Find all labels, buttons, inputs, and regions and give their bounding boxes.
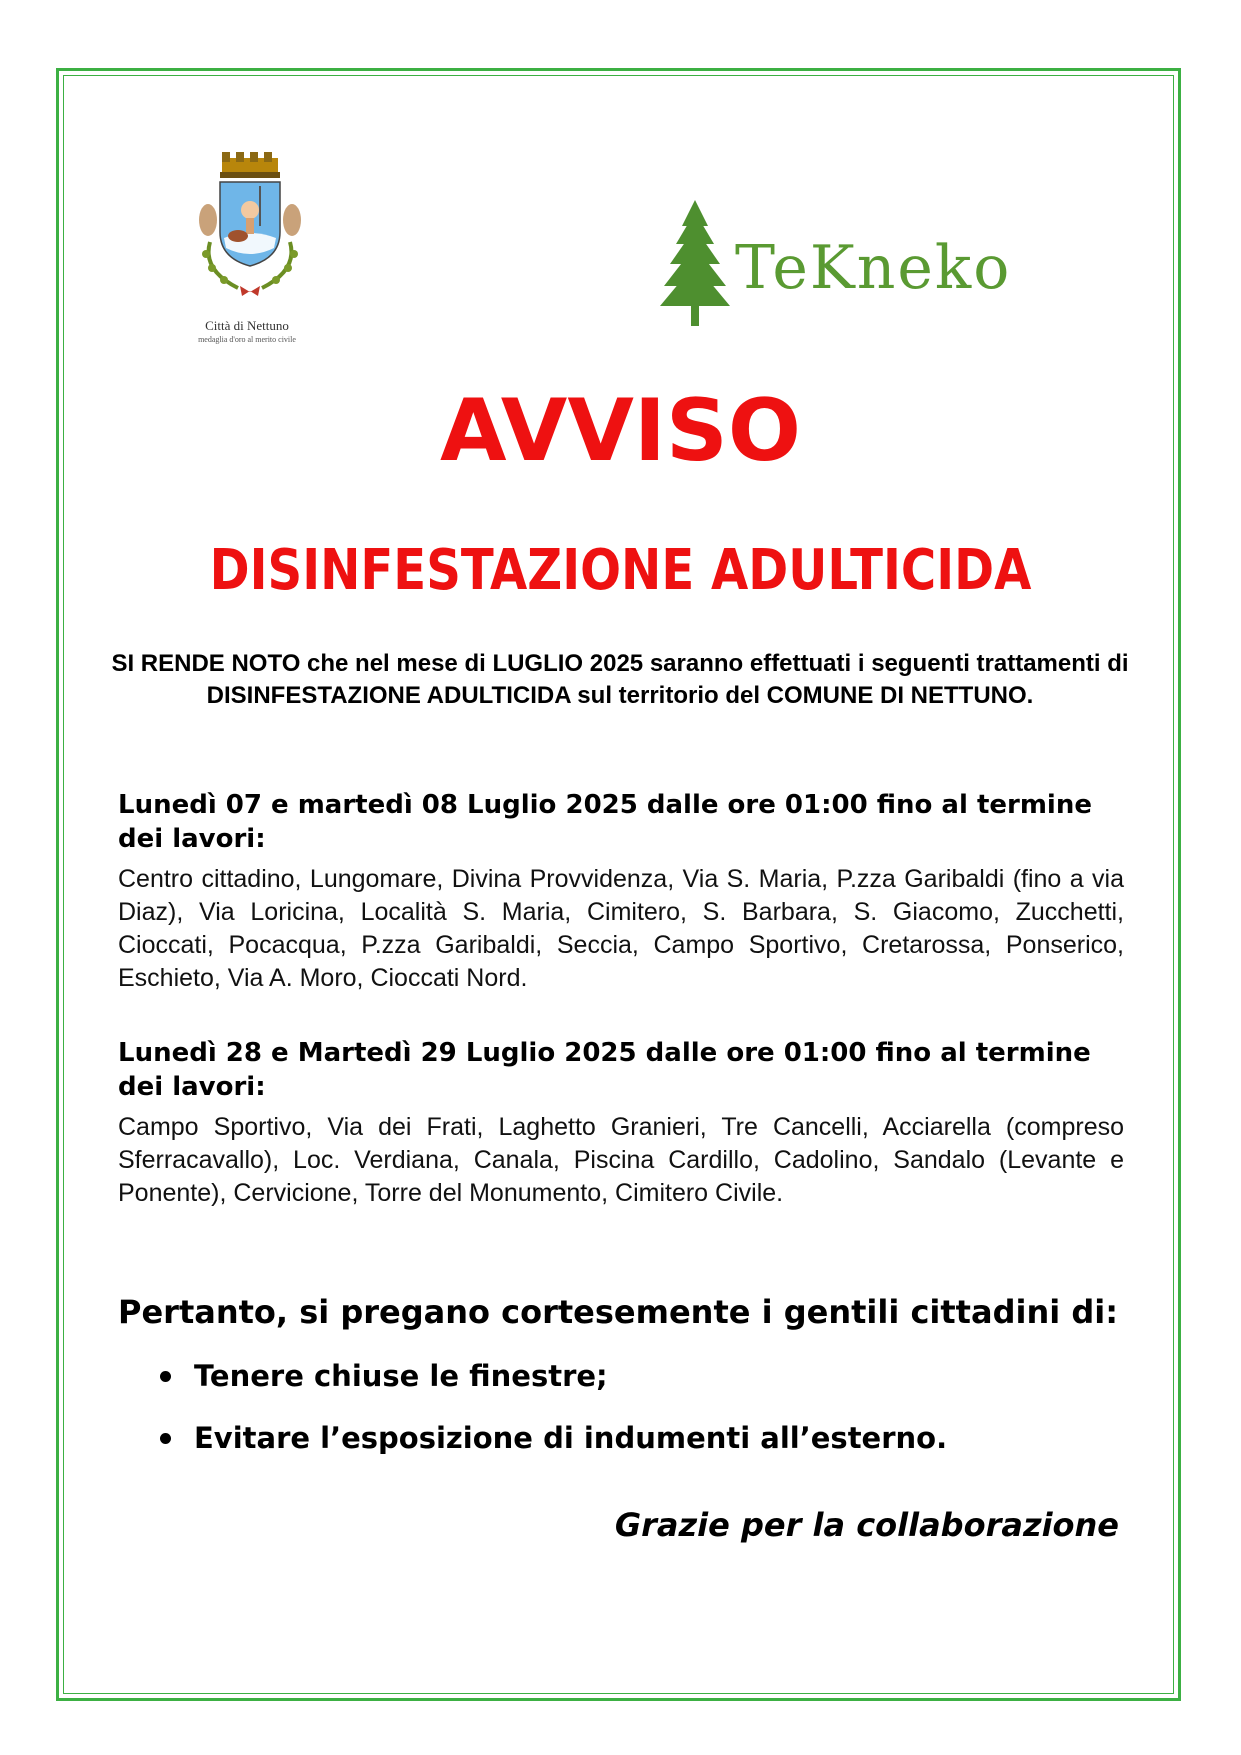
crest-caption [172, 318, 322, 344]
instruction-list [160, 1356, 947, 1480]
instruction-item: Evitare l’esposizione di indumenti all’esterno. [160, 1418, 947, 1458]
closing-thanks: Grazie per la collaborazione [614, 1506, 1119, 1544]
schedule-1-heading: Lunedì 07 e martedì 08 Luglio 2025 dalle ore 01:00 fino al termine dei lavori: [118, 790, 1092, 854]
citizen-request: Pertanto, si pregano cortesemente i gentili cittadini di: [118, 1293, 1118, 1331]
tree-icon [660, 200, 730, 326]
city-motto: medaglia d'oro al merito civile [198, 335, 296, 344]
notice-intro: SI RENDE NOTO che nel mese di LUGLIO 2025 saranno effettuati i seguenti trattamenti di DISINFESTAZIONE ADULTICIDA sul territorio del COMUNE DI NETTUNO. [111, 650, 1129, 709]
notice-subtitle: DISINFESTAZIONE ADULTICIDA [209, 538, 1032, 603]
brand-name: TeKneko [735, 233, 1012, 303]
city-crest-logo [180, 150, 320, 300]
instruction-item: Tenere chiuse le finestre; [160, 1356, 947, 1396]
notice-title: AVVISO [440, 381, 801, 481]
city-name: Città di Nettuno [205, 318, 289, 333]
schedule-1-areas: Centro cittadino, Lungomare, Divina Provvidenza, Via S. Maria, P.zza Garibaldi (fino a via Diaz), Via Loricina, Località S. Maria, Cimitero, S. Barbara, S. Giacomo, Zucchetti, Cioccati, Pocacqua, P.zza Garibaldi, Seccia, Campo Sportivo, Cretarossa, Ponserico, Eschieto, Via A. Moro, Cioccati Nord. [118, 865, 1124, 992]
schedule-2-heading: Lunedì 28 e Martedì 29 Luglio 2025 dalle ore 01:00 fino al termine dei lavori: [118, 1038, 1091, 1102]
schedule-2-areas: Campo Sportivo, Via dei Frati, Laghetto Granieri, Tre Cancelli, Acciarella (compreso Sferracavallo), Loc. Verdiana, Canala, Piscina Cardillo, Cadolino, Sandalo (Levante e Ponente), Cervicione, Torre del Monumento, Cimitero Civile. [118, 1113, 1124, 1207]
